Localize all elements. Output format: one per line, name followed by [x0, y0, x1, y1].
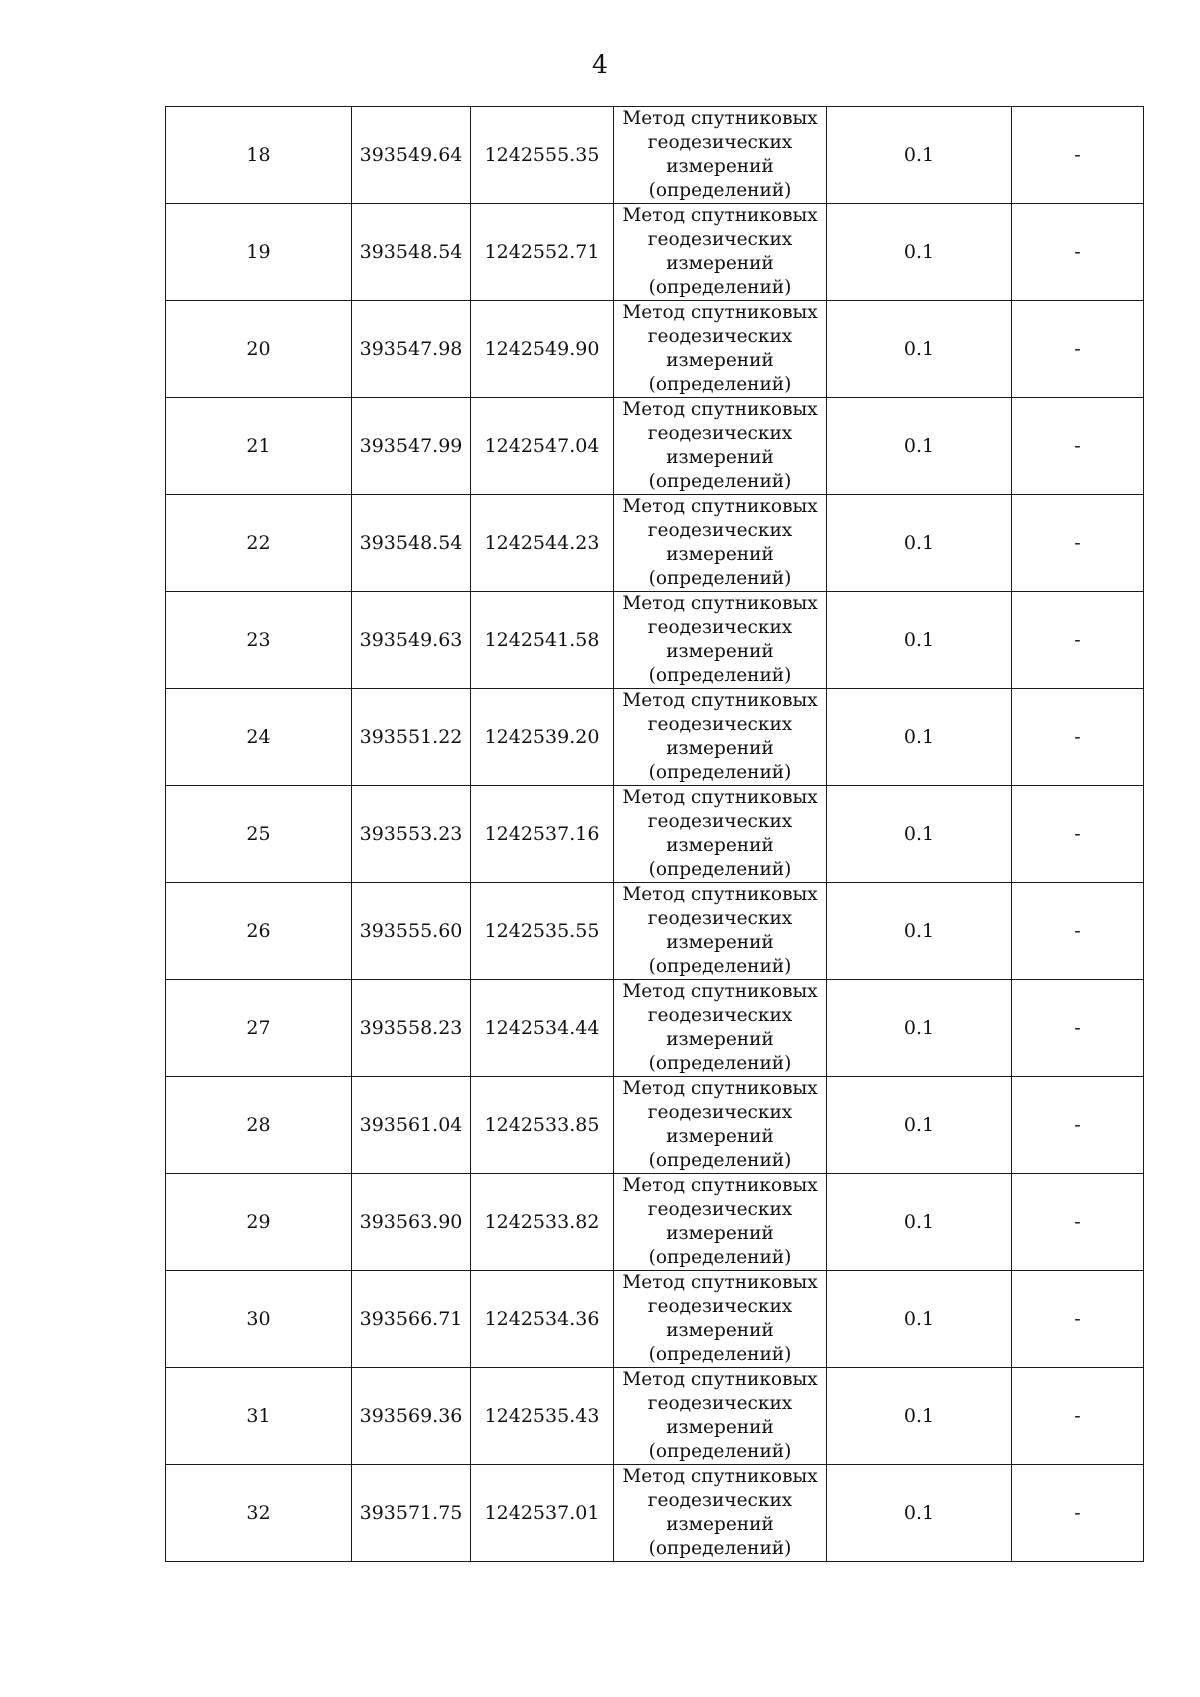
y-coordinate-cell: 1242547.04 [471, 398, 614, 495]
y-coordinate-cell: 1242544.23 [471, 495, 614, 592]
method-line: измерений [666, 350, 774, 371]
y-coordinate-cell: 1242539.20 [471, 689, 614, 786]
y-coordinate-cell: 1242535.43 [471, 1368, 614, 1465]
note-cell: - [1012, 398, 1144, 495]
method-line: (определений) [648, 1247, 792, 1268]
method-line: измерений [666, 1126, 774, 1147]
method-line: Метод спутниковых [622, 496, 818, 517]
coordinates-table [165, 106, 1144, 1562]
method-line: измерений [666, 156, 774, 177]
method-line: геодезических [647, 229, 793, 250]
method-line: Метод спутниковых [622, 1466, 818, 1487]
method-line: (определений) [648, 471, 792, 492]
table-row [166, 1271, 1144, 1368]
point-number-cell: 18 [166, 107, 352, 204]
page-number: 4 [592, 50, 608, 79]
method-line: геодезических [647, 617, 793, 638]
point-number-cell: 29 [166, 1174, 352, 1271]
method-line: Метод спутниковых [622, 205, 818, 226]
method-line: Метод спутниковых [622, 302, 818, 323]
method-line: Метод спутниковых [622, 108, 818, 129]
method-line: (определений) [648, 1053, 792, 1074]
accuracy-cell: 0.1 [827, 1077, 1012, 1174]
note-cell: - [1012, 1271, 1144, 1368]
point-number-cell: 19 [166, 204, 352, 301]
method-cell [614, 398, 827, 495]
point-number-cell: 24 [166, 689, 352, 786]
accuracy-cell: 0.1 [827, 204, 1012, 301]
x-coordinate-cell: 393549.64 [352, 107, 471, 204]
accuracy-cell: 0.1 [827, 1271, 1012, 1368]
x-coordinate-cell: 393563.90 [352, 1174, 471, 1271]
table-row [166, 786, 1144, 883]
method-line: геодезических [647, 1005, 793, 1026]
x-coordinate-cell: 393548.54 [352, 495, 471, 592]
table-row [166, 1368, 1144, 1465]
method-line: Метод спутниковых [622, 981, 818, 1002]
point-number-cell: 28 [166, 1077, 352, 1174]
note-cell: - [1012, 1174, 1144, 1271]
point-number-cell: 26 [166, 883, 352, 980]
table-body [166, 107, 1144, 1562]
accuracy-cell: 0.1 [827, 592, 1012, 689]
table-row [166, 204, 1144, 301]
accuracy-cell: 0.1 [827, 883, 1012, 980]
note-cell: - [1012, 980, 1144, 1077]
table-row [166, 398, 1144, 495]
point-number-cell: 31 [166, 1368, 352, 1465]
method-line: Метод спутниковых [622, 1175, 818, 1196]
point-number-cell: 23 [166, 592, 352, 689]
x-coordinate-cell: 393551.22 [352, 689, 471, 786]
x-coordinate-cell: 393553.23 [352, 786, 471, 883]
method-line: измерений [666, 1417, 774, 1438]
y-coordinate-cell: 1242533.82 [471, 1174, 614, 1271]
y-coordinate-cell: 1242552.71 [471, 204, 614, 301]
coordinates-table-wrapper [165, 106, 1143, 1562]
x-coordinate-cell: 393555.60 [352, 883, 471, 980]
y-coordinate-cell: 1242534.36 [471, 1271, 614, 1368]
method-line: измерений [666, 544, 774, 565]
y-coordinate-cell: 1242541.58 [471, 592, 614, 689]
method-line: (определений) [648, 665, 792, 686]
note-cell: - [1012, 204, 1144, 301]
accuracy-cell: 0.1 [827, 398, 1012, 495]
x-coordinate-cell: 393569.36 [352, 1368, 471, 1465]
note-cell: - [1012, 883, 1144, 980]
point-number-cell: 21 [166, 398, 352, 495]
method-line: (определений) [648, 374, 792, 395]
accuracy-cell: 0.1 [827, 980, 1012, 1077]
method-cell [614, 1368, 827, 1465]
accuracy-cell: 0.1 [827, 1174, 1012, 1271]
note-cell: - [1012, 1368, 1144, 1465]
method-line: Метод спутниковых [622, 593, 818, 614]
accuracy-cell: 0.1 [827, 1465, 1012, 1562]
method-line: (определений) [648, 1538, 792, 1559]
x-coordinate-cell: 393571.75 [352, 1465, 471, 1562]
method-cell [614, 1465, 827, 1562]
method-cell [614, 883, 827, 980]
y-coordinate-cell: 1242534.44 [471, 980, 614, 1077]
table-row [166, 883, 1144, 980]
method-line: измерений [666, 253, 774, 274]
table-row [166, 592, 1144, 689]
method-line: Метод спутниковых [622, 1369, 818, 1390]
method-line: геодезических [647, 520, 793, 541]
x-coordinate-cell: 393561.04 [352, 1077, 471, 1174]
y-coordinate-cell: 1242537.16 [471, 786, 614, 883]
method-line: геодезических [647, 1102, 793, 1123]
accuracy-cell: 0.1 [827, 1368, 1012, 1465]
x-coordinate-cell: 393566.71 [352, 1271, 471, 1368]
point-number-cell: 32 [166, 1465, 352, 1562]
accuracy-cell: 0.1 [827, 786, 1012, 883]
x-coordinate-cell: 393548.54 [352, 204, 471, 301]
point-number-cell: 20 [166, 301, 352, 398]
method-line: Метод спутниковых [622, 787, 818, 808]
method-cell [614, 495, 827, 592]
method-line: измерений [666, 932, 774, 953]
accuracy-cell: 0.1 [827, 107, 1012, 204]
point-number-cell: 27 [166, 980, 352, 1077]
method-line: измерений [666, 641, 774, 662]
y-coordinate-cell: 1242555.35 [471, 107, 614, 204]
method-cell [614, 592, 827, 689]
method-line: геодезических [647, 1199, 793, 1220]
method-line: Метод спутниковых [622, 1078, 818, 1099]
table-row [166, 1077, 1144, 1174]
method-line: (определений) [648, 762, 792, 783]
method-line: измерений [666, 1514, 774, 1535]
method-cell [614, 204, 827, 301]
note-cell: - [1012, 107, 1144, 204]
note-cell: - [1012, 495, 1144, 592]
note-cell: - [1012, 786, 1144, 883]
note-cell: - [1012, 301, 1144, 398]
method-line: измерений [666, 835, 774, 856]
table-row [166, 1174, 1144, 1271]
method-line: геодезических [647, 811, 793, 832]
method-cell [614, 786, 827, 883]
accuracy-cell: 0.1 [827, 689, 1012, 786]
method-line: (определений) [648, 1150, 792, 1171]
method-cell [614, 1271, 827, 1368]
note-cell: - [1012, 689, 1144, 786]
table-row [166, 1465, 1144, 1562]
accuracy-cell: 0.1 [827, 495, 1012, 592]
method-cell [614, 107, 827, 204]
method-line: Метод спутниковых [622, 1272, 818, 1293]
note-cell: - [1012, 1465, 1144, 1562]
method-line: измерений [666, 1320, 774, 1341]
method-line: (определений) [648, 859, 792, 880]
x-coordinate-cell: 393547.98 [352, 301, 471, 398]
note-cell: - [1012, 1077, 1144, 1174]
method-cell [614, 1077, 827, 1174]
note-cell: - [1012, 592, 1144, 689]
table-row [166, 980, 1144, 1077]
method-line: геодезических [647, 1296, 793, 1317]
y-coordinate-cell: 1242533.85 [471, 1077, 614, 1174]
method-cell [614, 689, 827, 786]
method-line: геодезических [647, 908, 793, 929]
method-line: измерений [666, 1029, 774, 1050]
accuracy-cell: 0.1 [827, 301, 1012, 398]
x-coordinate-cell: 393549.63 [352, 592, 471, 689]
method-line: Метод спутниковых [622, 399, 818, 420]
method-line: (определений) [648, 956, 792, 977]
method-line: (определений) [648, 277, 792, 298]
point-number-cell: 30 [166, 1271, 352, 1368]
y-coordinate-cell: 1242535.55 [471, 883, 614, 980]
point-number-cell: 25 [166, 786, 352, 883]
table-row [166, 495, 1144, 592]
method-line: (определений) [648, 180, 792, 201]
table-row [166, 107, 1144, 204]
method-line: измерений [666, 738, 774, 759]
method-line: измерений [666, 1223, 774, 1244]
method-line: геодезических [647, 132, 793, 153]
point-number-cell: 22 [166, 495, 352, 592]
y-coordinate-cell: 1242549.90 [471, 301, 614, 398]
y-coordinate-cell: 1242537.01 [471, 1465, 614, 1562]
method-cell [614, 980, 827, 1077]
method-cell [614, 1174, 827, 1271]
method-line: Метод спутниковых [622, 690, 818, 711]
method-line: Метод спутниковых [622, 884, 818, 905]
x-coordinate-cell: 393547.99 [352, 398, 471, 495]
method-cell [614, 301, 827, 398]
table-row [166, 689, 1144, 786]
method-line: геодезических [647, 714, 793, 735]
method-line: (определений) [648, 1344, 792, 1365]
table-row [166, 301, 1144, 398]
method-line: геодезических [647, 1490, 793, 1511]
method-line: геодезических [647, 423, 793, 444]
method-line: (определений) [648, 1441, 792, 1462]
method-line: геодезических [647, 1393, 793, 1414]
x-coordinate-cell: 393558.23 [352, 980, 471, 1077]
method-line: измерений [666, 447, 774, 468]
method-line: (определений) [648, 568, 792, 589]
method-line: геодезических [647, 326, 793, 347]
